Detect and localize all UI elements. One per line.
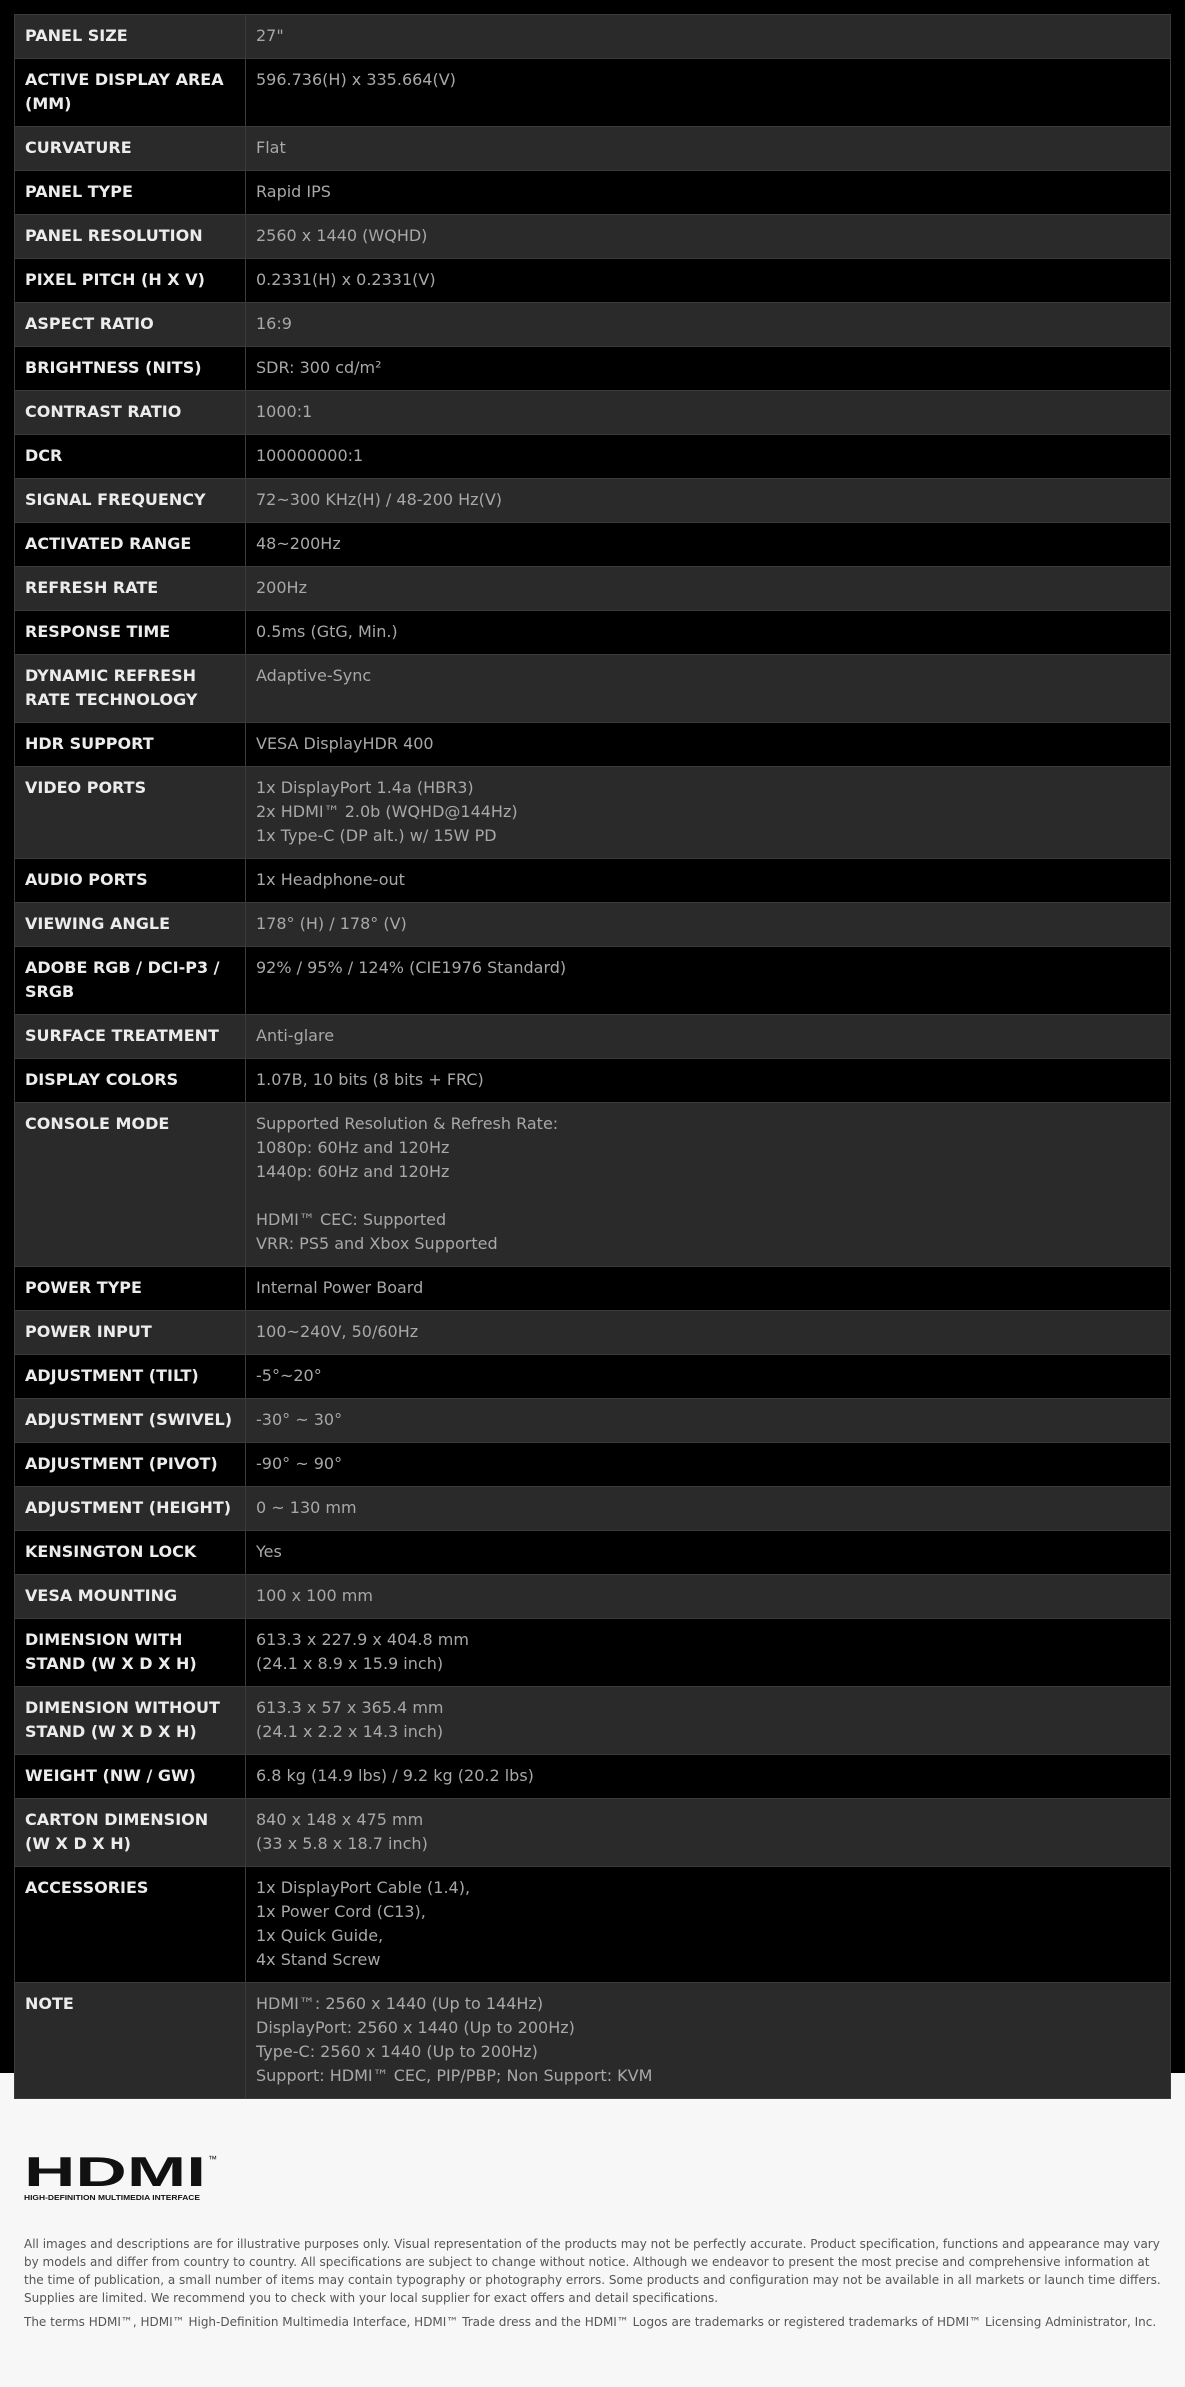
spec-row: [15, 391, 1171, 435]
spec-label: DISPLAY COLORS: [15, 1059, 246, 1103]
spec-row: [15, 1267, 1171, 1311]
spec-label: VIDEO PORTS: [15, 767, 246, 859]
spec-value: -5°~20°: [246, 1355, 1171, 1399]
spec-value: HDMI™: 2560 x 1440 (Up to 144Hz) DisplayPort: 2560 x 1440 (Up to 200Hz) Type-C: 2560 x 1440 (Up to 200Hz) Support: HDMI™ CEC, PIP/PBP; Non Support: KVM: [246, 1983, 1171, 2099]
spec-row: [15, 1983, 1171, 2099]
spec-value: 48~200Hz: [246, 523, 1171, 567]
spec-label: ADJUSTMENT (SWIVEL): [15, 1399, 246, 1443]
disclaimer-text: All images and descriptions are for illustrative purposes only. Visual representation of the products may not be perfectly accurate. Product specification, functions and appearance may vary by models and differ from country to country. All specifications are subject to change without notice. Although we endeavor to present the most precise and comprehensive information at the time of publication, a small number of items may contain typography or photography errors. Some products and configuration may not be available in all markets or launch time differs. Supplies are limited. We recommend you to check with your local supplier for exact offers and detail specifications.: [24, 2237, 1161, 2305]
spec-label: ACTIVATED RANGE: [15, 523, 246, 567]
spec-value: 6.8 kg (14.9 lbs) / 9.2 kg (20.2 lbs): [246, 1755, 1171, 1799]
spec-row: [15, 479, 1171, 523]
spec-value: 178° (H) / 178° (V): [246, 903, 1171, 947]
spec-row: [15, 611, 1171, 655]
spec-label: RESPONSE TIME: [15, 611, 246, 655]
spec-value: 2560 x 1440 (WQHD): [246, 215, 1171, 259]
spec-label: DYNAMIC REFRESH RATE TECHNOLOGY: [15, 655, 246, 723]
spec-value: 100000000:1: [246, 435, 1171, 479]
spec-row: [15, 1443, 1171, 1487]
spec-value: Yes: [246, 1531, 1171, 1575]
spec-value: 100~240V, 50/60Hz: [246, 1311, 1171, 1355]
spec-label: CARTON DIMENSION (W X D X H): [15, 1799, 246, 1867]
spec-value: Flat: [246, 127, 1171, 171]
spec-label: BRIGHTNESS (NITS): [15, 347, 246, 391]
spec-label: CURVATURE: [15, 127, 246, 171]
spec-row: [15, 859, 1171, 903]
spec-row: [15, 1487, 1171, 1531]
spec-row: [15, 767, 1171, 859]
spec-label: WEIGHT (NW / GW): [15, 1755, 246, 1799]
spec-label: POWER TYPE: [15, 1267, 246, 1311]
spec-value: 840 x 148 x 475 mm (33 x 5.8 x 18.7 inch): [246, 1799, 1171, 1867]
spec-row: [15, 1311, 1171, 1355]
spec-table: [14, 14, 1171, 2099]
spec-value: 596.736(H) x 335.664(V): [246, 59, 1171, 127]
spec-row: [15, 215, 1171, 259]
trademark-text: The terms HDMI™, HDMI™ High-Definition Multimedia Interface, HDMI™ Trade dress and the HDMI™ Logos are trademarks or registered trademarks of HDMI™ Licensing Administrator, Inc.: [24, 2315, 1157, 2329]
spec-value: 1x DisplayPort Cable (1.4), 1x Power Cord (C13), 1x Quick Guide, 4x Stand Screw: [246, 1867, 1171, 1983]
hdmi-logo-tagline: HIGH-DEFINITION MULTIMEDIA INTERFACE: [24, 2193, 201, 2202]
hdmi-logo: [24, 2152, 224, 2202]
spec-row: [15, 59, 1171, 127]
spec-label: CONTRAST RATIO: [15, 391, 246, 435]
spec-value: Rapid IPS: [246, 171, 1171, 215]
spec-label: POWER INPUT: [15, 1311, 246, 1355]
spec-value: Anti-glare: [246, 1015, 1171, 1059]
spec-label: ADJUSTMENT (HEIGHT): [15, 1487, 246, 1531]
spec-label: ADJUSTMENT (PIVOT): [15, 1443, 246, 1487]
spec-label: ADJUSTMENT (TILT): [15, 1355, 246, 1399]
spec-label: VESA MOUNTING: [15, 1575, 246, 1619]
spec-row: [15, 655, 1171, 723]
spec-row: [15, 259, 1171, 303]
spec-row: [15, 347, 1171, 391]
spec-value: 1x Headphone-out: [246, 859, 1171, 903]
hdmi-logo-wordmark: HDMI: [24, 2152, 206, 2195]
spec-row: [15, 1575, 1171, 1619]
spec-label: CONSOLE MODE: [15, 1103, 246, 1267]
spec-label: NOTE: [15, 1983, 246, 2099]
spec-value: Internal Power Board: [246, 1267, 1171, 1311]
spec-value: Supported Resolution & Refresh Rate: 1080p: 60Hz and 120Hz 1440p: 60Hz and 120Hz HDMI™ CEC: Supported VRR: PS5 and Xbox Supported: [246, 1103, 1171, 1267]
spec-row: [15, 303, 1171, 347]
spec-value: 1000:1: [246, 391, 1171, 435]
spec-value: -90° ~ 90°: [246, 1443, 1171, 1487]
spec-label: DIMENSION WITH STAND (W X D X H): [15, 1619, 246, 1687]
spec-label: ACTIVE DISPLAY AREA (MM): [15, 59, 246, 127]
spec-row: [15, 567, 1171, 611]
spec-label: PANEL SIZE: [15, 15, 246, 59]
footer: [0, 2152, 1185, 2331]
spec-label: VIEWING ANGLE: [15, 903, 246, 947]
spec-label: PIXEL PITCH (H X V): [15, 259, 246, 303]
spec-label: KENSINGTON LOCK: [15, 1531, 246, 1575]
spec-row: [15, 127, 1171, 171]
spec-value: 100 x 100 mm: [246, 1575, 1171, 1619]
spec-row: [15, 1059, 1171, 1103]
spec-label: REFRESH RATE: [15, 567, 246, 611]
spec-label: ADOBE RGB / DCI-P3 / SRGB: [15, 947, 246, 1015]
spec-value: 72~300 KHz(H) / 48-200 Hz(V): [246, 479, 1171, 523]
spec-row: [15, 1755, 1171, 1799]
spec-label: DCR: [15, 435, 246, 479]
spec-label: AUDIO PORTS: [15, 859, 246, 903]
spec-value: SDR: 300 cd/m²: [246, 347, 1171, 391]
spec-row: [15, 1867, 1171, 1983]
spec-value: 613.3 x 57 x 365.4 mm (24.1 x 2.2 x 14.3 inch): [246, 1687, 1171, 1755]
spec-value: -30° ~ 30°: [246, 1399, 1171, 1443]
spec-row: [15, 1355, 1171, 1399]
spec-label: ACCESSORIES: [15, 1867, 246, 1983]
spec-row: [15, 1103, 1171, 1267]
spec-label: SURFACE TREATMENT: [15, 1015, 246, 1059]
spec-value: 27": [246, 15, 1171, 59]
spec-value: 1.07B, 10 bits (8 bits + FRC): [246, 1059, 1171, 1103]
spec-label: SIGNAL FREQUENCY: [15, 479, 246, 523]
spec-value: 613.3 x 227.9 x 404.8 mm (24.1 x 8.9 x 15.9 inch): [246, 1619, 1171, 1687]
spec-value: Adaptive-Sync: [246, 655, 1171, 723]
spec-value: 0.5ms (GtG, Min.): [246, 611, 1171, 655]
spec-table-body: [15, 15, 1171, 2099]
spec-row: [15, 1619, 1171, 1687]
spec-row: [15, 947, 1171, 1015]
spec-value: VESA DisplayHDR 400: [246, 723, 1171, 767]
spec-row: [15, 723, 1171, 767]
spec-row: [15, 171, 1171, 215]
spec-row: [15, 1531, 1171, 1575]
hdmi-logo-tm: ™: [208, 2154, 217, 2164]
spec-row: [15, 435, 1171, 479]
spec-value: 1x DisplayPort 1.4a (HBR3) 2x HDMI™ 2.0b (WQHD@144Hz) 1x Type-C (DP alt.) w/ 15W PD: [246, 767, 1171, 859]
spec-label: PANEL TYPE: [15, 171, 246, 215]
spec-row: [15, 1399, 1171, 1443]
spec-label: HDR SUPPORT: [15, 723, 246, 767]
spec-row: [15, 15, 1171, 59]
spec-label: DIMENSION WITHOUT STAND (W X D X H): [15, 1687, 246, 1755]
spec-label: PANEL RESOLUTION: [15, 215, 246, 259]
spec-row: [15, 523, 1171, 567]
spec-value: 16:9: [246, 303, 1171, 347]
spec-row: [15, 1687, 1171, 1755]
spec-value: 0.2331(H) x 0.2331(V): [246, 259, 1171, 303]
spec-row: [15, 903, 1171, 947]
spec-label: ASPECT RATIO: [15, 303, 246, 347]
spec-value: 0 ~ 130 mm: [246, 1487, 1171, 1531]
spec-row: [15, 1015, 1171, 1059]
spec-value: 92% / 95% / 124% (CIE1976 Standard): [246, 947, 1171, 1015]
spec-row: [15, 1799, 1171, 1867]
spec-value: 200Hz: [246, 567, 1171, 611]
